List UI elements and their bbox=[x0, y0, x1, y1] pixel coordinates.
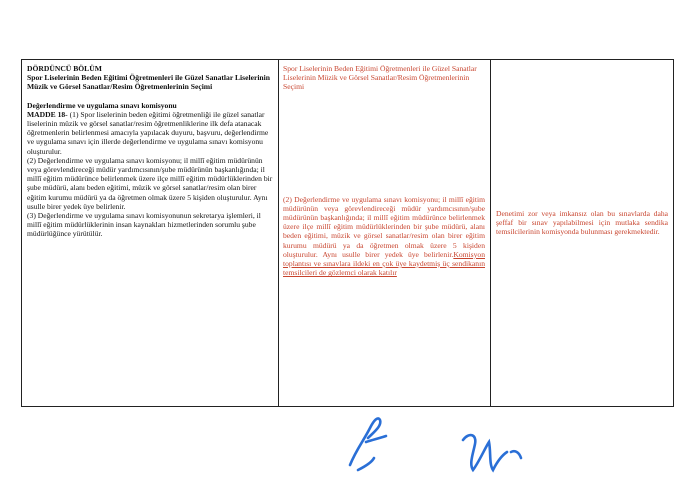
signature-1 bbox=[330, 410, 400, 480]
article-subheading: Değerlendirme ve uygulama sınavı komisyonu bbox=[27, 100, 177, 110]
paragraph-1-text: (1) Spor liselerinin beden eğitimi öğretmenliği ile güzel sanatlar liselerinin müzik ve görsel sanatlar/resim öğretmenliklerine ilk defa atanacak öğretmenlerin belirlenmesi amacıyla yapılacak duyuru, başvuru, değerlendirme ve uygulama sınavı için illerde değerlendirme ve uygulama sınavı komisyonu oluşturulur. bbox=[27, 109, 269, 156]
chapter-heading: DÖRDÜNCÜ BÖLÜM bbox=[27, 64, 102, 73]
current-text-column bbox=[22, 60, 278, 406]
proposed-p2-text: (2) Değerlendirme ve uygulama sınavı komisyonu; il millî eğitim müdürünün veya görevlendireceği müdür yardımcısının/şube müdürünün başkanlığında; il millî eğitim müdürünce belirlenmek üzere ilçe millî eğitim müdürlüklerinden bir şube müdürü, alanı beden eğitimi, müzik ve görsel sanatlar/resim olan birer eğitim kurumu müdürü ya da öğretmen olmak üzere 5 kişiden oluşturulur. Aynı usulle birer yedek üye belirlenir. bbox=[283, 194, 485, 259]
proposed-addition: Komisyon toplantısı ve sınavlara ildeki en çok üye kaydetmiş üç sendikanın temsilcileri de gözlemci olarak katılır bbox=[283, 249, 485, 278]
proposed-paragraph-2 bbox=[283, 195, 485, 278]
rationale-column bbox=[490, 60, 674, 406]
proposed-text-column bbox=[278, 60, 490, 406]
proposed-title: Spor Liselerinin Beden Eğitimi Öğretmenleri ile Güzel Sanatlar Liselerinin Müzik ve Görsel Sanatlar/Resim Öğretmenlerinin Seçimi bbox=[283, 64, 477, 92]
section-title: Spor Liselerinin Beden Eğitimi Öğretmenleri ile Güzel Sanatlar Liselerinin Müzik ve Görsel Sanatlar/Resim Öğretmenlerinin Seçimi bbox=[27, 73, 270, 92]
article-paragraph-2: (2) Değerlendirme ve uygulama sınavı komisyonu; il millî eğitim müdürünün veya görevlendireceği müdür yardımcısının/şube müdürünün başkanlığında; il millî eğitim müdürünce belirlenmek üzere ilçe millî eğitim müdürlüklerinden bir şube müdürü, alanı beden eğitimi, müzik ve görsel sanatlar/resim olan birer eğitim kurumu müdürü ya da öğretmen olmak üzere 5 kişiden oluşturulur. Aynı usulle birer yedek üye belirlenir. bbox=[27, 155, 273, 211]
signature-2 bbox=[455, 422, 535, 482]
article-label: MADDE 18- bbox=[27, 109, 68, 119]
comparison-table bbox=[21, 59, 674, 407]
rationale-text: Denetimi zor veya imkansız olan bu sınavlarda daha şeffaf bir sınav yapılabilmesi için mutlaka sendika temsilcilerinin komisyonda bulunması gerekmektedir. bbox=[496, 209, 668, 237]
article-paragraph-1 bbox=[27, 110, 273, 156]
article-paragraph-3: (3) Değerlendirme ve uygulama sınavı komisyonunun sekretarya işlemleri, il millî eğitim müdürlüklerinin insan kaynakları hizmetlerinden sorumlu şube müdürlüğünce yürütülür. bbox=[27, 211, 261, 239]
